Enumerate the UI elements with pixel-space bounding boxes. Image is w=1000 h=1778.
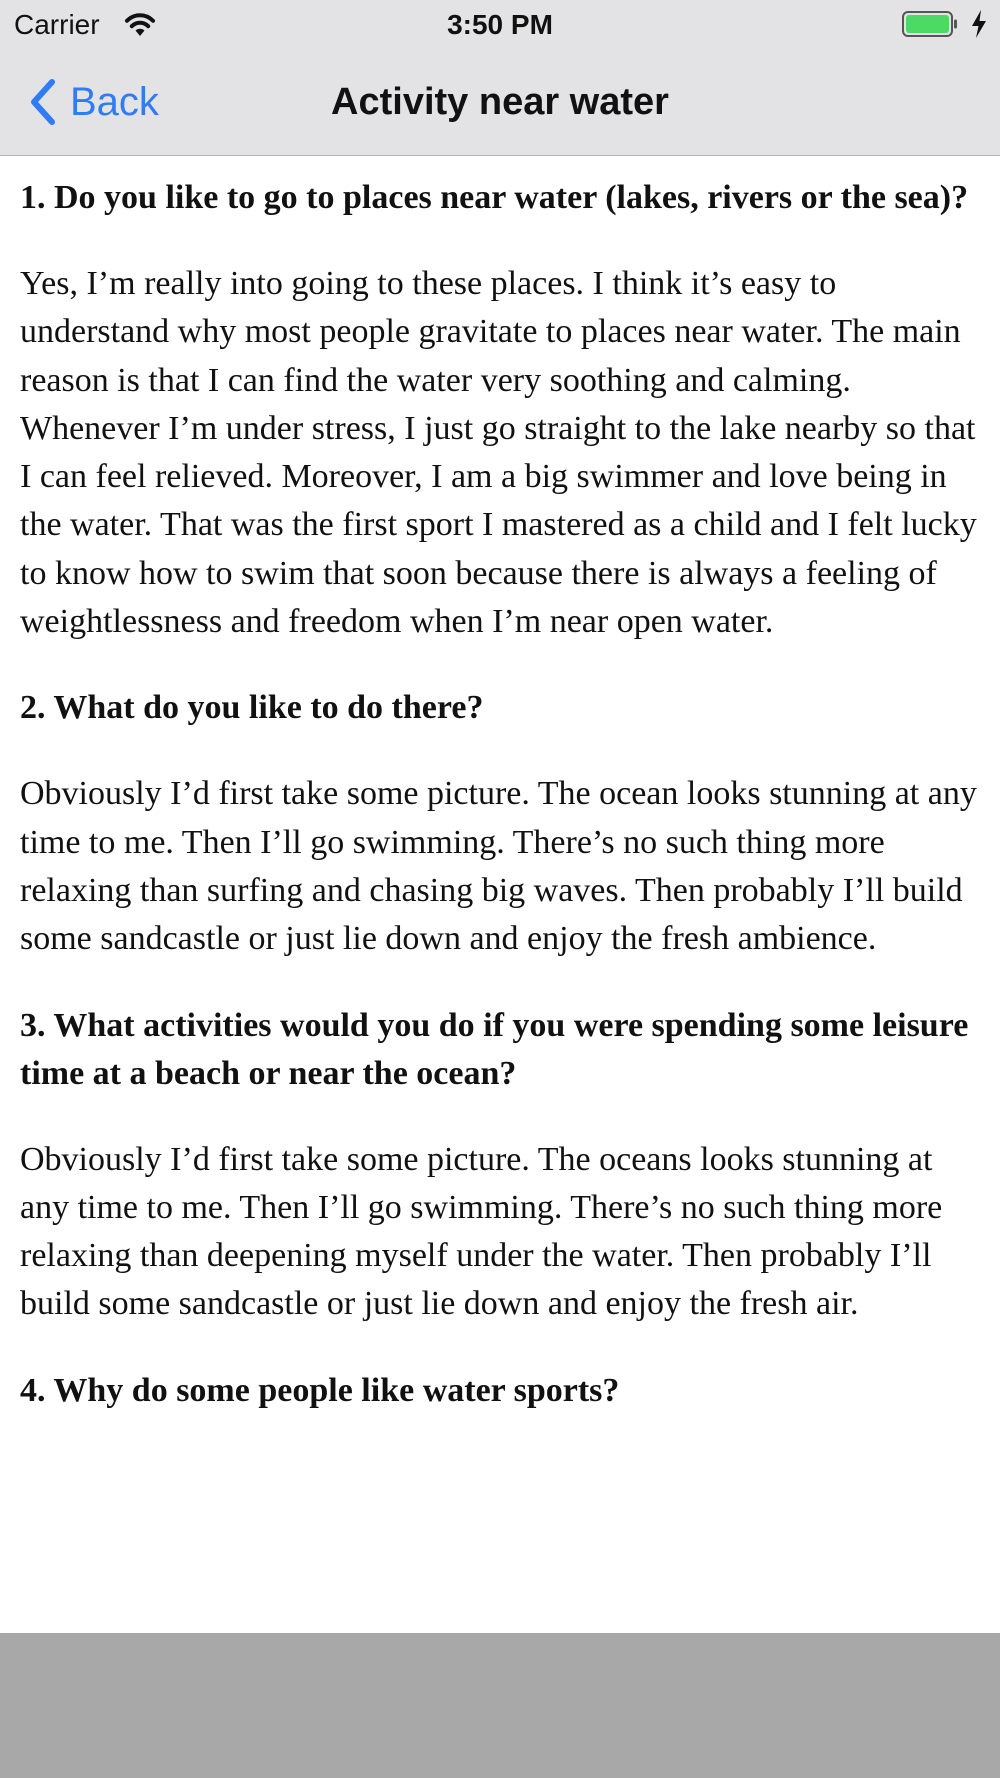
question-2: 2. What do you like to do there?	[20, 689, 484, 727]
status-bar	[0, 0, 1000, 52]
answer-1: Yes, I’m really into going to these places. I think it’s easy to understand why most people gravitate to places near water. The main reason is that I can find the water very soothing and calming. Whenever I’m under stress, I just go straight to the lake nearby so that I can feel relieved. Moreover, I am a big swimmer and love being in the water. That was the first sport I mastered as a child and I felt lucky to know how to swim that soon because there is always a feeling of weightlessness and freedom when I’m near open water.	[20, 265, 977, 641]
article	[0, 156, 1000, 1415]
back-button-label: Back	[70, 80, 159, 124]
bottom-panel	[0, 1633, 1000, 1778]
answer-3: Obviously I’d first take some picture. The oceans looks stunning at any time to me. Then I’ll go swimming. There’s no such thing more relaxing than deepening myself under the water. Then probably I’ll build some sandcastle or just lie down and enjoy the fresh air.	[20, 1140, 943, 1323]
carrier-label: Carrier	[14, 9, 100, 40]
question-4: 4. Why do some people like water sports?	[20, 1371, 620, 1409]
question-3: 3. What activities would you do if you were spending some leisure time at a beach or near the ocean?	[20, 1006, 969, 1092]
charging-bolt-icon	[970, 9, 988, 39]
page-title: Activity near water	[331, 81, 669, 123]
battery-icon	[902, 11, 958, 37]
clock: 3:50 PM	[447, 9, 553, 40]
answer-2: Obviously I’d first take some picture. The ocean looks stunning at any time to me. Then I’ll go swimming. There’s no such thing more relaxing than surfing and chasing big waves. Then probably I’ll build some sandcastle or just lie down and enjoy the fresh ambience.	[20, 775, 977, 958]
question-1: 1. Do you like to go to places near water (lakes, rivers or the sea)?	[20, 179, 969, 216]
navigation-bar	[0, 52, 1000, 156]
article-scroll-view[interactable]	[0, 156, 1000, 1633]
